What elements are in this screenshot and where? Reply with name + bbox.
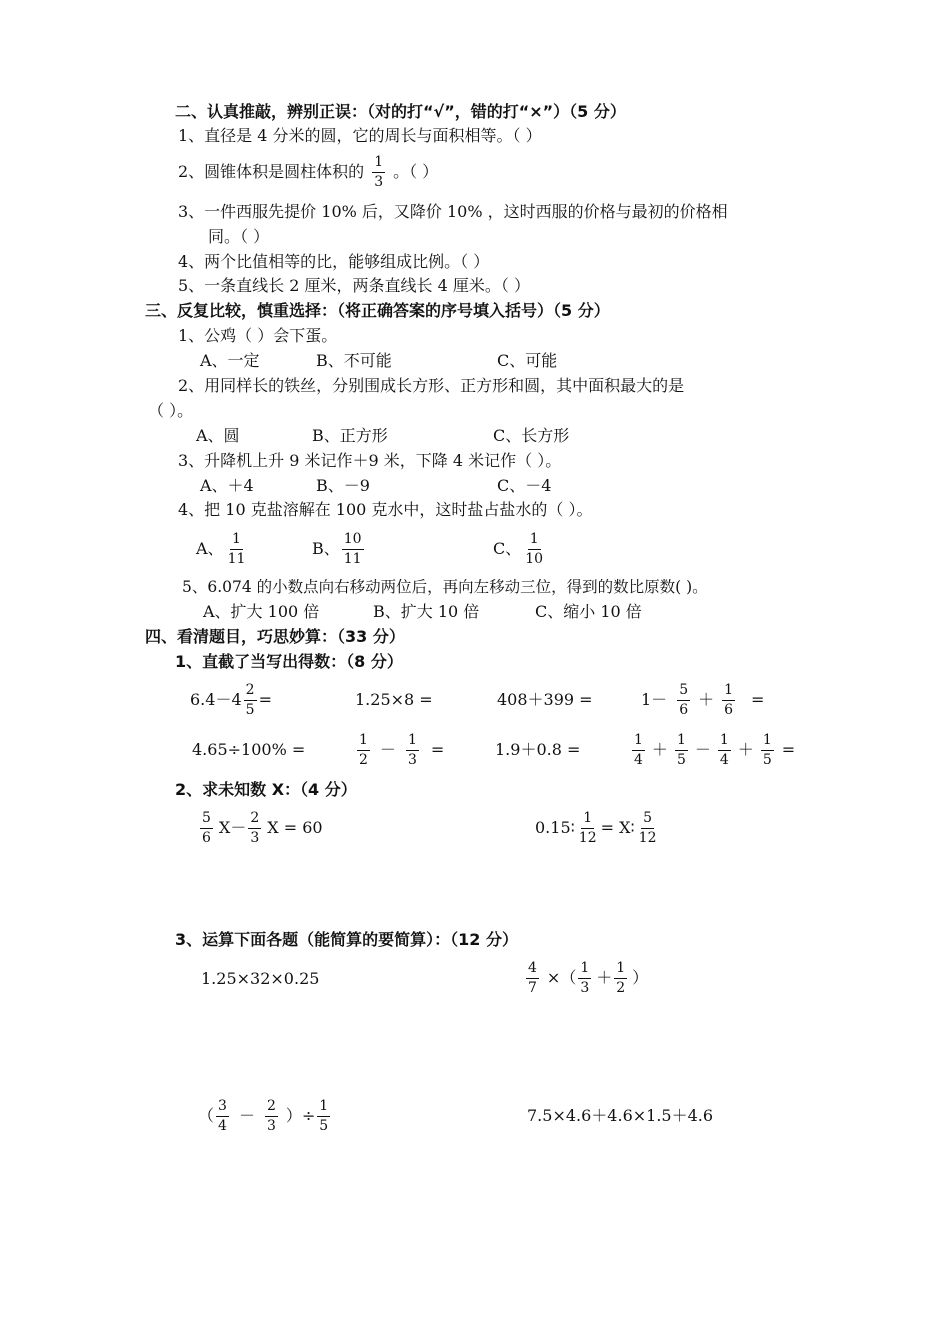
- sec4-part3-title: 3、运算下面各题（能简算的要简算）：（12 分）: [175, 930, 518, 949]
- sec3-q2-option-b: B、正方形: [312, 426, 388, 445]
- fraction: $\frac{1}{2}$: [616, 959, 626, 996]
- fraction: $\frac{1}{3}$: [580, 959, 590, 996]
- sec3-q2-option-c: C、长方形: [493, 426, 570, 445]
- sec3-q3-option-a: A、＋4: [200, 476, 254, 495]
- problem-2: $\frac{4}{7}$ ×（ $\frac{1}{3}$ ＋ $\frac{1}{2}$ ）: [528, 959, 649, 996]
- section-3-title: 三、反复比较，慎重选择：（将正确答案的序号填入括号）（5 分）: [145, 301, 610, 320]
- fraction: $\frac{4}{7}$: [528, 959, 537, 996]
- section-2-title: 二、认真推敲，辨别正误：（对的打“√”，错的打“×”）（5 分）: [175, 102, 626, 121]
- fraction: $\frac{1}{3}$: [407, 731, 417, 768]
- sec3-q5-option-c: C、缩小 10 倍: [535, 602, 642, 621]
- fraction: $\frac{2}{3}$: [250, 809, 260, 846]
- sec2-q1: 1、直径是 4 分米的圆，它的周长与面积相等。（ ）: [178, 126, 542, 145]
- fraction: $\frac{1}{5}$: [676, 731, 686, 768]
- sec2-q5: 5、一条直线长 2 厘米，两条直线长 4 厘米。（ ）: [178, 276, 530, 295]
- sec3-q4-option-a: A、 $\frac{1}{11}$: [196, 530, 246, 567]
- sec3-q3-option-b: B、－9: [316, 476, 370, 495]
- problem-1: 1.25×32×0.25: [201, 969, 320, 988]
- sec3-q5-option-b: B、扩大 10 倍: [373, 602, 480, 621]
- sec3-q5-option-a: A、扩大 100 倍: [203, 602, 320, 621]
- sec3-q3: 3、升降机上升 9 米记作＋9 米，下降 4 米记作（ ）。: [178, 451, 562, 470]
- sec3-q3-option-c: C、－4: [497, 476, 552, 495]
- sec2-q2-text: 2、圆锥体积是圆柱体积的: [178, 162, 365, 181]
- calc-7: 1.9＋0.8 =: [495, 740, 581, 759]
- fraction: $\frac{2}{5}$: [245, 681, 255, 718]
- fraction-1-10: $\frac{1}{10}$: [525, 530, 544, 567]
- sec3-q4: 4、把 10 克盐溶解在 100 克水中，这时盐占盐水的（ ）。: [178, 500, 593, 519]
- sec4-part1-title: 1、直截了当写出得数：（8 分）: [175, 652, 403, 671]
- calc-3: 408＋399 =: [497, 690, 593, 709]
- fraction: $\frac{1}{5}$: [319, 1097, 329, 1134]
- fraction: $\frac{5}{6}$: [679, 681, 689, 718]
- fraction: $\frac{1}{5}$: [762, 731, 772, 768]
- calc-4: 1－ $\frac{5}{6}$ ＋ $\frac{1}{6}$ =: [641, 681, 765, 718]
- equation-1: $\frac{5}{6}$ X－ $\frac{2}{3}$ X = 60: [202, 809, 323, 846]
- calc-1: 6.4－4 $\frac{2}{5}$ =: [190, 681, 272, 718]
- equation-2: 0.15∶ $\frac{1}{12}$ = X∶ $\frac{5}{12}$: [535, 809, 657, 846]
- fraction-10-11: $\frac{10}{11}$: [343, 530, 362, 567]
- fraction: $\frac{5}{6}$: [202, 809, 211, 846]
- fraction: $\frac{1}{4}$: [719, 731, 729, 768]
- fraction: $\frac{5}{12}$: [638, 809, 657, 846]
- sec2-q2: [178, 150, 438, 194]
- sec3-q1-option-c: C、可能: [497, 351, 558, 370]
- sec3-q4-option-b: B、 $\frac{10}{11}$: [312, 530, 362, 567]
- calc-5: 4.65÷100% =: [192, 740, 306, 759]
- sec3-q2-option-a: A、圆: [196, 426, 240, 445]
- sec3-q5: 5、6.074 的小数点向右移动两位后，再向左移动三位，得到的数比原数( )。: [182, 578, 708, 596]
- sec3-q4-option-c: C、 $\frac{1}{10}$: [493, 530, 544, 567]
- calc-8: $\frac{1}{4}$ ＋ $\frac{1}{5}$ － $\frac{1}{4}$ ＋ $\frac{1}{5}$ =: [634, 731, 796, 768]
- fraction-one-third: $\frac{1}{3}$: [374, 153, 384, 190]
- problem-4: 7.5×4.6＋4.6×1.5＋4.6: [527, 1106, 714, 1125]
- sec2-q3-line2: 同。（ ）: [208, 227, 270, 246]
- sec4-part2-title: 2、求未知数 X：（4 分）: [175, 780, 357, 799]
- fraction: $\frac{1}{2}$: [359, 731, 368, 768]
- sec2-q3-line1: 3、一件西服先提价 10% 后，又降价 10% ，这时西服的价格与最初的价格相: [178, 202, 728, 221]
- sec3-q2-line2: （ ）。: [148, 401, 194, 420]
- sec3-q1-option-a: A、一定: [200, 351, 260, 370]
- fraction: $\frac{1}{6}$: [724, 681, 734, 718]
- sec3-q1-option-b: B、不可能: [316, 351, 392, 370]
- calc-2: 1.25×8 =: [355, 690, 433, 709]
- fraction: $\frac{3}{4}$: [218, 1097, 227, 1134]
- section-4-title: 四、看清题目，巧思妙算：（33 分）: [145, 627, 405, 646]
- fraction: $\frac{2}{3}$: [266, 1097, 276, 1134]
- fraction: $\frac{1}{4}$: [634, 731, 643, 768]
- calc-6: $\frac{1}{2}$ － $\frac{1}{3}$ =: [359, 731, 445, 768]
- sec3-q1: 1、公鸡（ ）会下蛋。: [178, 326, 338, 345]
- sec2-q2-bracket: 。（ ）: [393, 162, 439, 181]
- fraction-1-11: $\frac{1}{11}$: [227, 530, 246, 567]
- problem-3: （ $\frac{3}{4}$ － $\frac{2}{3}$ ）÷ $\frac{1}{5}$: [198, 1097, 329, 1134]
- sec2-q4: 4、两个比值相等的比，能够组成比例。（ ）: [178, 252, 490, 271]
- fraction: $\frac{1}{12}$: [578, 809, 597, 846]
- sec3-q2-line1: 2、用同样长的铁丝，分别围成长方形、正方形和圆，其中面积最大的是: [178, 376, 685, 395]
